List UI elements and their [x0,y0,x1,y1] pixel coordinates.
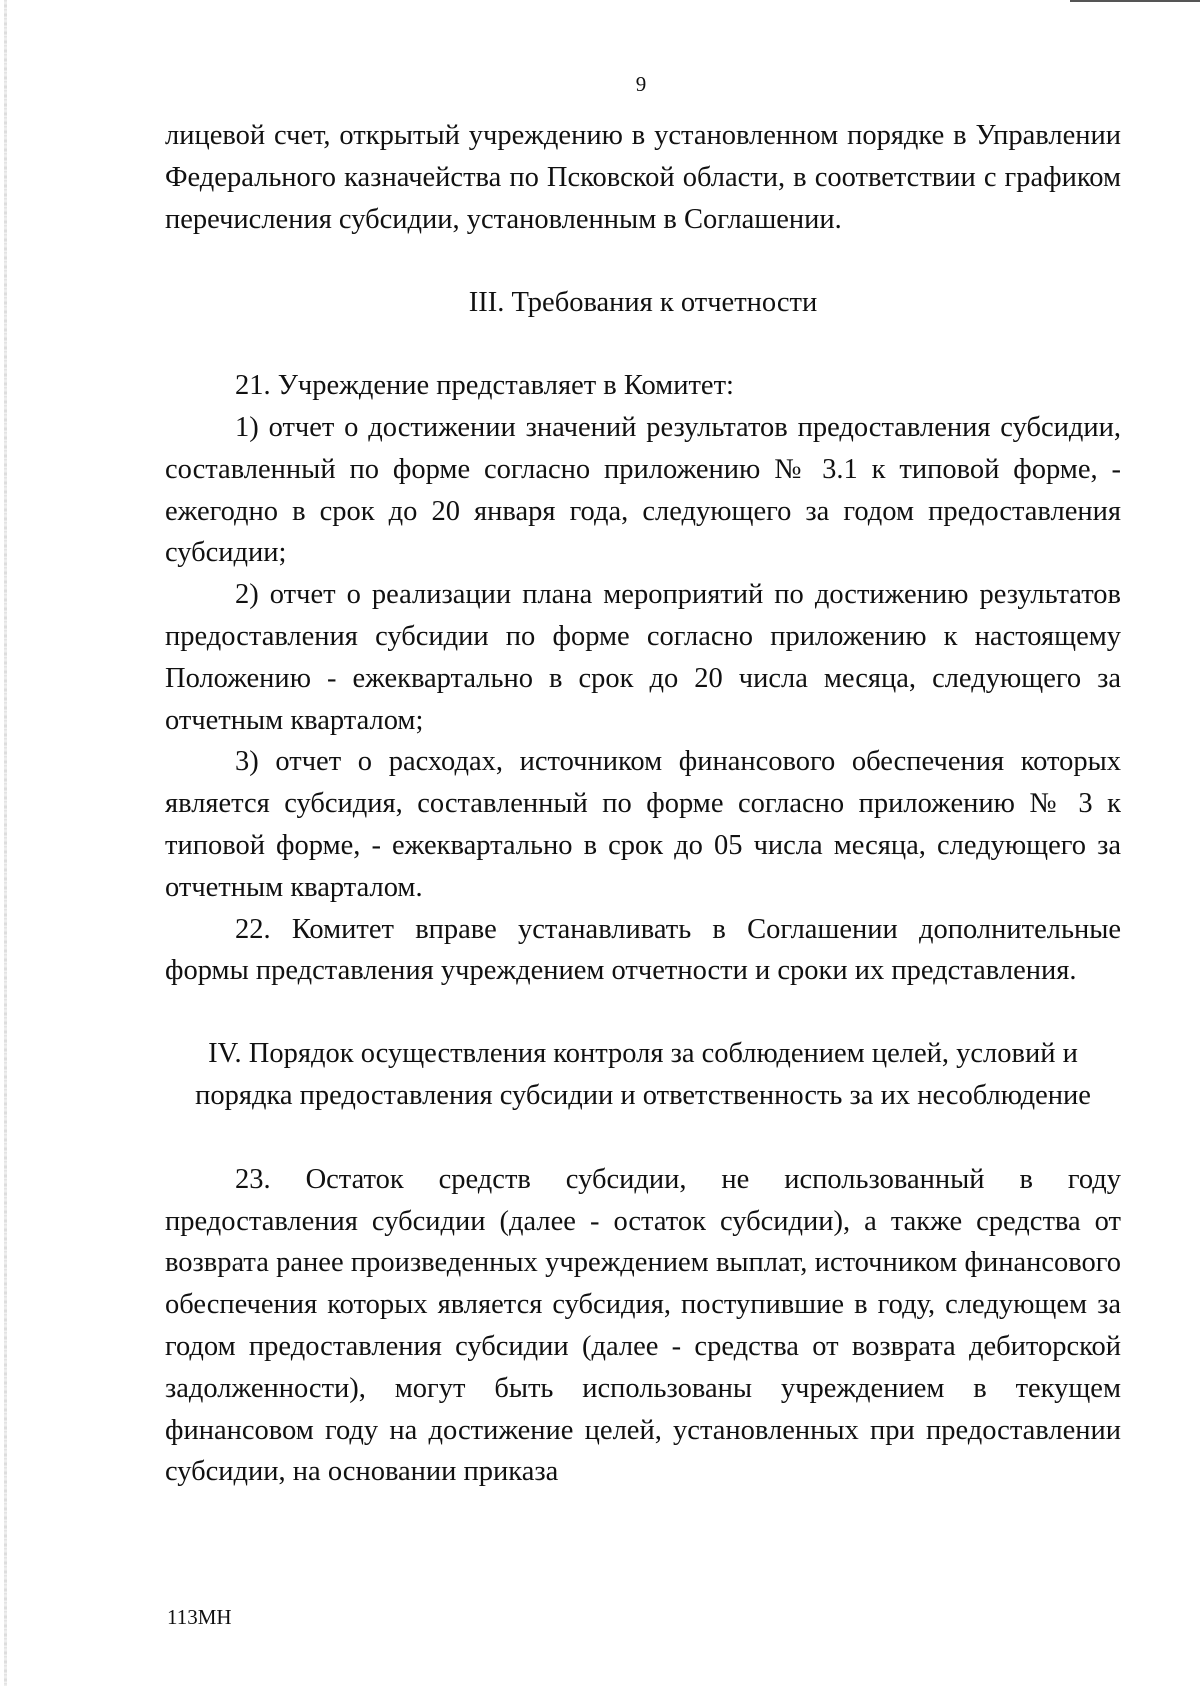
page-number: 9 [635,72,647,96]
section-heading-4 [165,1033,1121,1117]
section-heading-4-line-2: порядка предоставления субсидии и ответственность за их несоблюдение [195,1079,1091,1111]
section-heading-4-line-1: IV. Порядок осуществления контроля за соблюдением целей, условий и [208,1038,1078,1070]
paragraph-21-item-3: 3) отчет о расходах, источником финансового обеспечения которых является субсидия, составленный по форме согласно приложению № 3 к типовой форме, - ежеквартально в срок до 05 числа месяца, следующего за отчетным кварталом. [165,746,1121,903]
scan-edge-top [1070,0,1200,2]
paragraph-21-item-1: 1) отчет о достижении значений результатов предоставления субсидии, составленный по форме согласно приложению № 3.1 к типовой форме, - ежегодно в срок до 20 января года, следующего за годом предоставления субсидии; [165,411,1121,569]
paragraph-23: 23. Остаток средств субсидии, не использованный в году предоставления субсидии (далее - остаток субсидии), а также средства от возврата ранее произведенных учреждением выплат, источником финансового обеспечения которых является субсидия, поступившие в году, следующем за годом предоставления субсидии (далее - средства от возврата дебиторской задолженности), могут быть использованы учреждением в текущем финансовом году на достижение целей, установленных при предоставлении субсидии, на основании приказа [165,1163,1121,1488]
document-body [165,115,1121,1493]
paragraph-21-item-2: 2) отчет о реализации плана мероприятий по достижению результатов предоставления субсидии по форме согласно приложению к настоящему Положению - ежеквартально в срок до 20 числа месяца, следующего за отчетным кварталом; [165,579,1121,736]
footer-code: 113МН [167,1605,232,1629]
section-heading-3: III. Требования к отчетности [468,287,818,319]
scan-edge-left [4,0,7,1686]
paragraph-22: 22. Комитет вправе устанавливать в Соглашении дополнительные формы представления учреждением отчетности и сроки их представления. [165,913,1121,987]
paragraph-intro: лицевой счет, открытый учреждению в установленном порядке в Управлении Федерального казначейства по Псковской области, в соответствии с графиком перечисления субсидии, установленным в Соглашении. [165,120,1121,235]
paragraph-21: 21. Учреждение представляет в Комитет: [235,370,734,402]
